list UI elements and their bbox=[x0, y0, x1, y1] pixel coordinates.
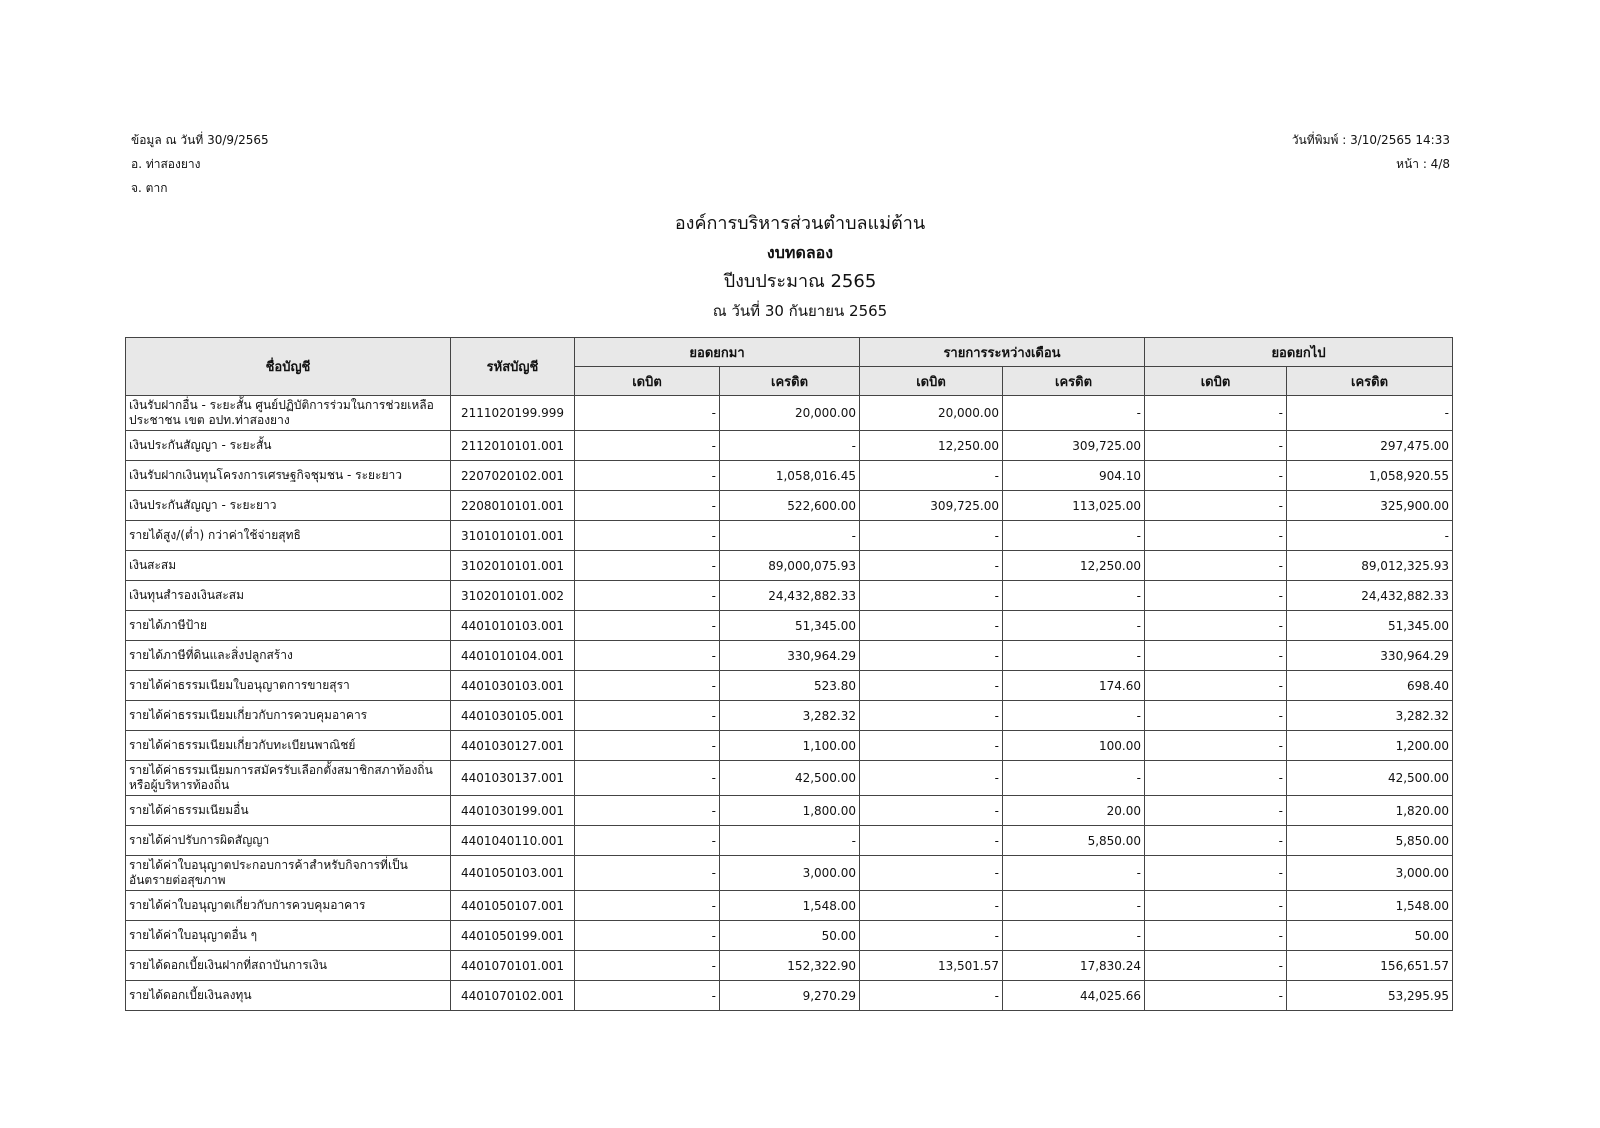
month-debit-cell: - bbox=[860, 551, 1003, 581]
table-body bbox=[126, 396, 1453, 1011]
month-debit-cell: - bbox=[860, 701, 1003, 731]
cf-debit-cell: - bbox=[1145, 951, 1287, 981]
bf-debit-cell: - bbox=[575, 611, 720, 641]
account-code-cell: 4401030199.001 bbox=[451, 796, 575, 826]
table-row bbox=[126, 491, 1453, 521]
month-credit-cell: - bbox=[1003, 891, 1145, 921]
cf-credit-cell: 1,058,920.55 bbox=[1287, 461, 1453, 491]
month-debit-cell: - bbox=[860, 521, 1003, 551]
report-meta-right bbox=[1230, 128, 1450, 176]
month-debit-cell: 309,725.00 bbox=[860, 491, 1003, 521]
cf-credit-cell: 24,432,882.33 bbox=[1287, 581, 1453, 611]
month-debit-cell: - bbox=[860, 856, 1003, 891]
data-as-of: ข้อมูล ณ วันที่ 30/9/2565 bbox=[131, 133, 269, 147]
print-date: วันที่พิมพ์ : 3/10/2565 14:33 bbox=[1291, 133, 1450, 147]
cf-credit-cell: 5,850.00 bbox=[1287, 826, 1453, 856]
table-row bbox=[126, 521, 1453, 551]
account-name-cell: รายได้ค่าใบอนุญาตประกอบการค้าสำหรับกิจการที่เป็นอันตรายต่อสุขภาพ bbox=[126, 856, 451, 891]
account-code-cell: 4401030127.001 bbox=[451, 731, 575, 761]
month-credit-cell: 309,725.00 bbox=[1003, 431, 1145, 461]
cf-credit-cell: - bbox=[1287, 521, 1453, 551]
account-name-cell: เงินประกันสัญญา - ระยะสั้น bbox=[126, 431, 451, 461]
account-name-cell: เงินทุนสำรองเงินสะสม bbox=[126, 581, 451, 611]
account-name-cell: รายได้ภาษีที่ดินและสิ่งปลูกสร้าง bbox=[126, 641, 451, 671]
month-credit-cell: - bbox=[1003, 921, 1145, 951]
report-date: ณ วันที่ 30 กันยายน 2565 bbox=[712, 302, 888, 320]
table-row bbox=[126, 551, 1453, 581]
table-row bbox=[126, 671, 1453, 701]
account-name-cell: รายได้ค่าธรรมเนียมใบอนุญาตการขายสุรา bbox=[126, 671, 451, 701]
month-credit-cell: 100.00 bbox=[1003, 731, 1145, 761]
cf-debit-cell: - bbox=[1145, 701, 1287, 731]
cf-credit-cell: 53,295.95 bbox=[1287, 981, 1453, 1011]
report-meta-left bbox=[131, 128, 269, 200]
month-debit-cell: - bbox=[860, 671, 1003, 701]
table-row bbox=[126, 981, 1453, 1011]
account-code-cell: 4401050199.001 bbox=[451, 921, 575, 951]
bf-debit-cell: - bbox=[575, 521, 720, 551]
bf-debit-cell: - bbox=[575, 701, 720, 731]
month-debit-cell: - bbox=[860, 641, 1003, 671]
month-debit-cell: - bbox=[860, 921, 1003, 951]
bf-debit-cell: - bbox=[575, 671, 720, 701]
bf-debit-cell: - bbox=[575, 891, 720, 921]
table-row bbox=[126, 826, 1453, 856]
month-debit-cell: - bbox=[860, 826, 1003, 856]
month-credit-cell: - bbox=[1003, 641, 1145, 671]
month-credit-cell: - bbox=[1003, 856, 1145, 891]
bf-debit-cell: - bbox=[575, 921, 720, 951]
bf-debit-cell: - bbox=[575, 431, 720, 461]
table-row bbox=[126, 856, 1453, 891]
bf-debit-cell: - bbox=[575, 581, 720, 611]
cf-credit-cell: 51,345.00 bbox=[1287, 611, 1453, 641]
bf-credit-cell: 1,100.00 bbox=[720, 731, 860, 761]
cf-credit-cell: 1,548.00 bbox=[1287, 891, 1453, 921]
bf-credit-cell: 523.80 bbox=[720, 671, 860, 701]
bf-credit-cell: 9,270.29 bbox=[720, 981, 860, 1011]
cf-credit-cell: 3,000.00 bbox=[1287, 856, 1453, 891]
account-code-cell: 2208010101.001 bbox=[451, 491, 575, 521]
account-name-cell: รายได้สูง/(ต่ำ) กว่าค่าใช้จ่ายสุทธิ bbox=[126, 521, 451, 551]
month-credit-cell: 12,250.00 bbox=[1003, 551, 1145, 581]
account-code-cell: 3102010101.002 bbox=[451, 581, 575, 611]
cf-credit-cell: 1,820.00 bbox=[1287, 796, 1453, 826]
account-code-cell: 2112010101.001 bbox=[451, 431, 575, 461]
cf-debit-cell: - bbox=[1145, 491, 1287, 521]
account-name-cell: รายได้ดอกเบี้ยเงินลงทุน bbox=[126, 981, 451, 1011]
account-name-cell: รายได้ค่าธรรมเนียมเกี่ยวกับทะเบียนพาณิชย์ bbox=[126, 731, 451, 761]
bf-debit-cell: - bbox=[575, 981, 720, 1011]
month-debit-cell: - bbox=[860, 761, 1003, 796]
table-row bbox=[126, 701, 1453, 731]
bf-debit-cell: - bbox=[575, 796, 720, 826]
cf-debit-cell: - bbox=[1145, 641, 1287, 671]
month-credit-cell: 904.10 bbox=[1003, 461, 1145, 491]
col-m-debit: เดบิต bbox=[860, 367, 1003, 396]
month-debit-cell: - bbox=[860, 796, 1003, 826]
account-name-cell: เงินรับฝากเงินทุนโครงการเศรษฐกิจชุมชน - ระยะยาว bbox=[126, 461, 451, 491]
bf-credit-cell: - bbox=[720, 826, 860, 856]
report-titles bbox=[0, 209, 1600, 325]
col-brought-forward: ยอดยกมา bbox=[575, 338, 860, 367]
cf-debit-cell: - bbox=[1145, 731, 1287, 761]
month-debit-cell: - bbox=[860, 731, 1003, 761]
cf-debit-cell: - bbox=[1145, 396, 1287, 431]
cf-debit-cell: - bbox=[1145, 826, 1287, 856]
cf-credit-cell: 3,282.32 bbox=[1287, 701, 1453, 731]
cf-credit-cell: 330,964.29 bbox=[1287, 641, 1453, 671]
table-row bbox=[126, 461, 1453, 491]
account-code-cell: 4401050107.001 bbox=[451, 891, 575, 921]
account-code-cell: 4401030137.001 bbox=[451, 761, 575, 796]
account-name-cell: เงินรับฝากอื่น - ระยะสั้น ศูนย์ปฏิบัติการร่วมในการช่วยเหลือประชาชน เขต อปท.ท่าสองยาง bbox=[126, 396, 451, 431]
account-name-cell: รายได้ค่าธรรมเนียมการสมัครรับเลือกตั้งสมาชิกสภาท้องถิ่นหรือผู้บริหารท้องถิ่น bbox=[126, 761, 451, 796]
col-bf-credit: เครดิต bbox=[720, 367, 860, 396]
cf-debit-cell: - bbox=[1145, 671, 1287, 701]
month-debit-cell: 20,000.00 bbox=[860, 396, 1003, 431]
table-row bbox=[126, 891, 1453, 921]
account-name-cell: รายได้ภาษีป้าย bbox=[126, 611, 451, 641]
bf-debit-cell: - bbox=[575, 461, 720, 491]
bf-debit-cell: - bbox=[575, 761, 720, 796]
bf-debit-cell: - bbox=[575, 826, 720, 856]
col-bf-debit: เดบิต bbox=[575, 367, 720, 396]
table-row bbox=[126, 641, 1453, 671]
bf-credit-cell: 1,800.00 bbox=[720, 796, 860, 826]
bf-credit-cell: - bbox=[720, 431, 860, 461]
month-credit-cell: 113,025.00 bbox=[1003, 491, 1145, 521]
cf-debit-cell: - bbox=[1145, 891, 1287, 921]
province: จ. ตาก bbox=[131, 181, 168, 195]
account-code-cell: 2111020199.999 bbox=[451, 396, 575, 431]
cf-debit-cell: - bbox=[1145, 581, 1287, 611]
table-row bbox=[126, 921, 1453, 951]
month-credit-cell: - bbox=[1003, 581, 1145, 611]
account-code-cell: 4401070101.001 bbox=[451, 951, 575, 981]
bf-credit-cell: 20,000.00 bbox=[720, 396, 860, 431]
bf-credit-cell: 24,432,882.33 bbox=[720, 581, 860, 611]
month-debit-cell: - bbox=[860, 891, 1003, 921]
col-account-name: ชื่อบัญชี bbox=[126, 338, 451, 396]
bf-credit-cell: 3,000.00 bbox=[720, 856, 860, 891]
account-name-cell: รายได้ดอกเบี้ยเงินฝากที่สถาบันการเงิน bbox=[126, 951, 451, 981]
cf-debit-cell: - bbox=[1145, 521, 1287, 551]
month-credit-cell: - bbox=[1003, 701, 1145, 731]
account-name-cell: เงินสะสม bbox=[126, 551, 451, 581]
cf-debit-cell: - bbox=[1145, 856, 1287, 891]
bf-credit-cell: 50.00 bbox=[720, 921, 860, 951]
month-debit-cell: - bbox=[860, 981, 1003, 1011]
table-row bbox=[126, 951, 1453, 981]
cf-credit-cell: 698.40 bbox=[1287, 671, 1453, 701]
cf-debit-cell: - bbox=[1145, 796, 1287, 826]
bf-debit-cell: - bbox=[575, 551, 720, 581]
bf-debit-cell: - bbox=[575, 396, 720, 431]
month-credit-cell: 5,850.00 bbox=[1003, 826, 1145, 856]
bf-credit-cell: 51,345.00 bbox=[720, 611, 860, 641]
bf-debit-cell: - bbox=[575, 731, 720, 761]
col-carried-forward: ยอดยกไป bbox=[1145, 338, 1453, 367]
month-debit-cell: 12,250.00 bbox=[860, 431, 1003, 461]
month-debit-cell: 13,501.57 bbox=[860, 951, 1003, 981]
cf-debit-cell: - bbox=[1145, 431, 1287, 461]
cf-debit-cell: - bbox=[1145, 981, 1287, 1011]
table-row bbox=[126, 796, 1453, 826]
fiscal-year: ปีงบประมาณ 2565 bbox=[723, 271, 877, 292]
page-number: หน้า : 4/8 bbox=[1396, 157, 1450, 171]
cf-debit-cell: - bbox=[1145, 761, 1287, 796]
col-m-credit: เครดิต bbox=[1003, 367, 1145, 396]
trial-balance-table bbox=[125, 337, 1453, 1011]
document-title: งบทดลอง bbox=[766, 243, 834, 262]
month-credit-cell: - bbox=[1003, 761, 1145, 796]
account-code-cell: 4401030103.001 bbox=[451, 671, 575, 701]
table-row bbox=[126, 611, 1453, 641]
bf-credit-cell: 152,322.90 bbox=[720, 951, 860, 981]
month-credit-cell: 20.00 bbox=[1003, 796, 1145, 826]
col-account-code: รหัสบัญชี bbox=[451, 338, 575, 396]
col-during-month: รายการระหว่างเดือน bbox=[860, 338, 1145, 367]
account-code-cell: 4401010103.001 bbox=[451, 611, 575, 641]
col-cf-debit: เดบิต bbox=[1145, 367, 1287, 396]
account-code-cell: 4401030105.001 bbox=[451, 701, 575, 731]
table-row bbox=[126, 431, 1453, 461]
bf-credit-cell: - bbox=[720, 521, 860, 551]
account-name-cell: รายได้ค่าใบอนุญาตเกี่ยวกับการควบคุมอาคาร bbox=[126, 891, 451, 921]
month-credit-cell: 17,830.24 bbox=[1003, 951, 1145, 981]
bf-credit-cell: 89,000,075.93 bbox=[720, 551, 860, 581]
bf-credit-cell: 1,058,016.45 bbox=[720, 461, 860, 491]
account-code-cell: 3101010101.001 bbox=[451, 521, 575, 551]
table-row bbox=[126, 396, 1453, 431]
bf-credit-cell: 3,282.32 bbox=[720, 701, 860, 731]
table-row bbox=[126, 581, 1453, 611]
month-credit-cell: - bbox=[1003, 521, 1145, 551]
month-credit-cell: - bbox=[1003, 611, 1145, 641]
cf-debit-cell: - bbox=[1145, 921, 1287, 951]
account-code-cell: 4401010104.001 bbox=[451, 641, 575, 671]
cf-credit-cell: 156,651.57 bbox=[1287, 951, 1453, 981]
account-name-cell: รายได้ค่าธรรมเนียมอื่น bbox=[126, 796, 451, 826]
bf-credit-cell: 42,500.00 bbox=[720, 761, 860, 796]
month-credit-cell: 174.60 bbox=[1003, 671, 1145, 701]
bf-debit-cell: - bbox=[575, 491, 720, 521]
bf-credit-cell: 522,600.00 bbox=[720, 491, 860, 521]
cf-credit-cell: 42,500.00 bbox=[1287, 761, 1453, 796]
cf-credit-cell: 50.00 bbox=[1287, 921, 1453, 951]
district: อ. ท่าสองยาง bbox=[131, 157, 201, 171]
cf-credit-cell: 325,900.00 bbox=[1287, 491, 1453, 521]
cf-debit-cell: - bbox=[1145, 611, 1287, 641]
account-name-cell: รายได้ค่าใบอนุญาตอื่น ๆ bbox=[126, 921, 451, 951]
bf-debit-cell: - bbox=[575, 641, 720, 671]
org-name: องค์การบริหารส่วนตำบลแม่ต้าน bbox=[674, 213, 926, 234]
cf-credit-cell: 89,012,325.93 bbox=[1287, 551, 1453, 581]
table-row bbox=[126, 761, 1453, 796]
account-code-cell: 2207020102.001 bbox=[451, 461, 575, 491]
cf-credit-cell: - bbox=[1287, 396, 1453, 431]
month-debit-cell: - bbox=[860, 461, 1003, 491]
account-code-cell: 3102010101.001 bbox=[451, 551, 575, 581]
bf-debit-cell: - bbox=[575, 856, 720, 891]
account-code-cell: 4401070102.001 bbox=[451, 981, 575, 1011]
month-debit-cell: - bbox=[860, 611, 1003, 641]
cf-credit-cell: 1,200.00 bbox=[1287, 731, 1453, 761]
cf-debit-cell: - bbox=[1145, 551, 1287, 581]
account-code-cell: 4401050103.001 bbox=[451, 856, 575, 891]
bf-debit-cell: - bbox=[575, 951, 720, 981]
account-code-cell: 4401040110.001 bbox=[451, 826, 575, 856]
month-debit-cell: - bbox=[860, 581, 1003, 611]
table-row bbox=[126, 731, 1453, 761]
account-name-cell: เงินประกันสัญญา - ระยะยาว bbox=[126, 491, 451, 521]
account-name-cell: รายได้ค่าธรรมเนียมเกี่ยวกับการควบคุมอาคาร bbox=[126, 701, 451, 731]
bf-credit-cell: 1,548.00 bbox=[720, 891, 860, 921]
col-cf-credit: เครดิต bbox=[1287, 367, 1453, 396]
account-name-cell: รายได้ค่าปรับการผิดสัญญา bbox=[126, 826, 451, 856]
bf-credit-cell: 330,964.29 bbox=[720, 641, 860, 671]
cf-credit-cell: 297,475.00 bbox=[1287, 431, 1453, 461]
cf-debit-cell: - bbox=[1145, 461, 1287, 491]
month-credit-cell: 44,025.66 bbox=[1003, 981, 1145, 1011]
month-credit-cell: - bbox=[1003, 396, 1145, 431]
